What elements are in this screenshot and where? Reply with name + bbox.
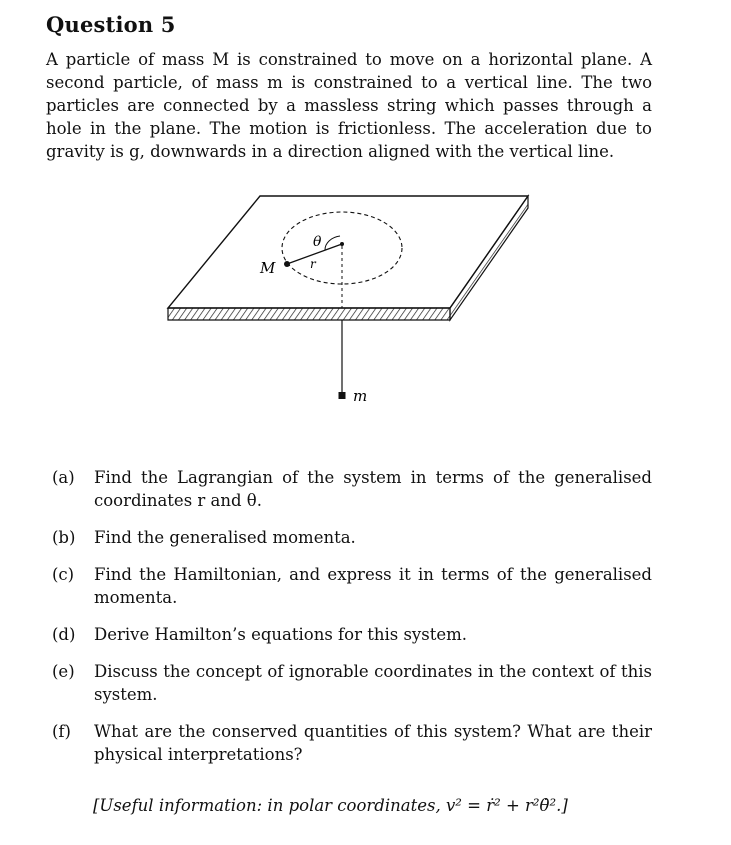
- label-r: r: [310, 257, 316, 271]
- part-c: [52, 563, 652, 609]
- question-parts: [52, 466, 652, 780]
- figure-plane-diagram: [160, 180, 540, 420]
- plane-top: [168, 196, 528, 308]
- part-text: What are the conserved quantities of this system? What are their physical interpretations?: [94, 722, 652, 764]
- particle-m: [339, 392, 346, 399]
- part-a: [52, 466, 652, 512]
- label-M: M: [260, 259, 276, 277]
- part-b: [52, 526, 652, 549]
- part-label: (f): [52, 722, 71, 741]
- part-text: Find the generalised momenta.: [94, 528, 356, 547]
- question-intro: [46, 48, 652, 163]
- part-text: Find the Hamiltonian, and express it in terms of the generalised momenta.: [94, 565, 652, 607]
- part-text: Discuss the concept of ignorable coordinates in the context of this system.: [94, 662, 652, 704]
- part-label: (b): [52, 528, 76, 547]
- label-m: m: [353, 387, 368, 405]
- part-text: Find the Lagrangian of the system in terms of the generalised coordinates r and θ.: [94, 468, 652, 510]
- useful-information: [Useful information: in polar coordinates, v² = ṙ² + r²θ̇².]: [93, 796, 568, 815]
- part-label: (e): [52, 662, 75, 681]
- label-theta: θ: [313, 234, 322, 250]
- particle-M: [284, 261, 290, 267]
- part-label: (a): [52, 468, 75, 487]
- question-title: Question 5: [46, 12, 176, 37]
- part-f: [52, 720, 652, 766]
- part-label: (c): [52, 565, 75, 584]
- part-label: (d): [52, 625, 76, 644]
- intro-text: A particle of mass M is constrained to move on a horizontal plane. A second particle, of mass m is constrained to a vertical line. The two particles are connected by a massless string which passes through a hole in the plane. The motion is frictionless. The acceleration due to gravity is g, downwards in a direction aligned with the vertical line.: [46, 50, 652, 161]
- part-e: [52, 660, 652, 706]
- plane-front-edge: [168, 308, 450, 320]
- part-d: [52, 623, 652, 646]
- hole: [340, 242, 344, 246]
- part-text: Derive Hamilton’s equations for this system.: [94, 625, 467, 644]
